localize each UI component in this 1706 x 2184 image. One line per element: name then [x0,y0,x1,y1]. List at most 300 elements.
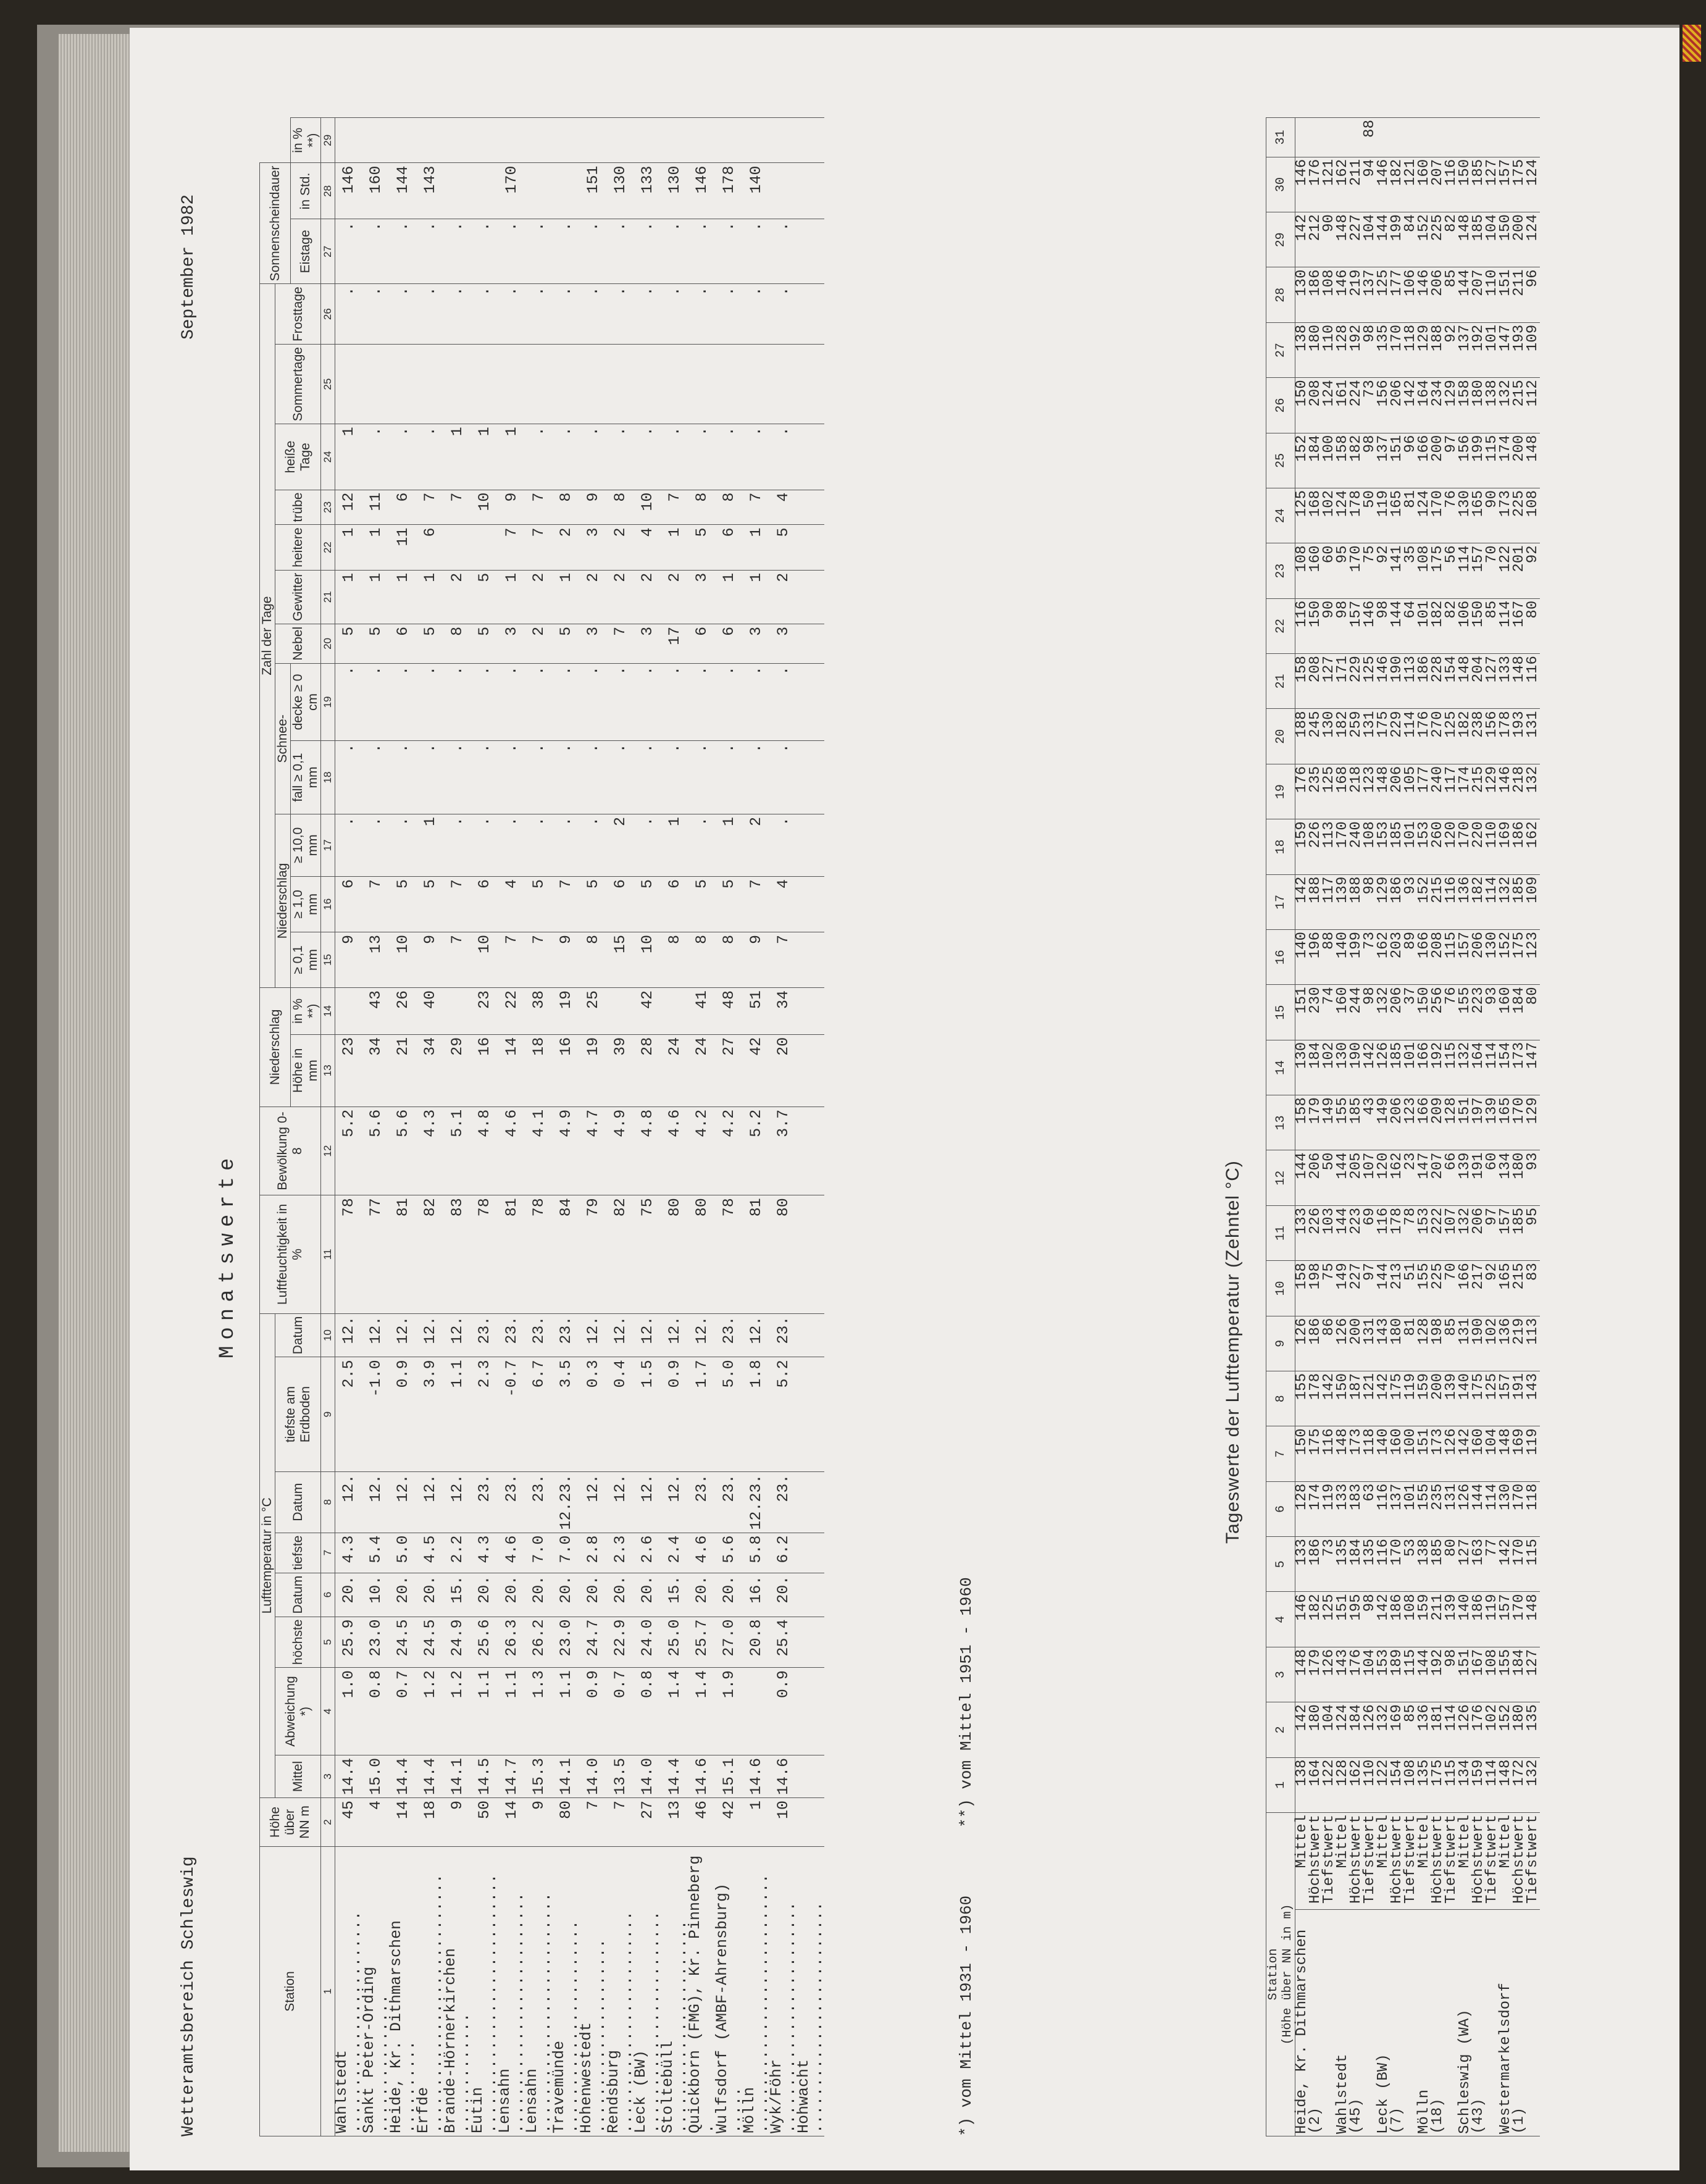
cell-ld: 12. [580,1471,607,1533]
tw-value: 109 [1526,322,1540,377]
cell-ed: 12. [688,1313,716,1357]
cell-fr: . [498,284,525,345]
cell-ei: . [362,219,390,284]
header-right: September 1982 [179,194,198,340]
cell-a: 1.3 [525,1668,553,1755]
cell-n01: 10 [634,932,661,987]
tw-value: 173 [1499,488,1513,543]
tw-value: 105 [1404,764,1418,819]
tw-value: 132 [1499,378,1513,433]
tw-value: 227 [1350,212,1363,267]
cell-fr: . [335,284,363,345]
cell-np [797,987,824,1034]
tw-value: 150 [1309,598,1323,653]
cell-n1: 5 [525,876,553,932]
cell-lo [797,1533,824,1573]
tw-value: 109 [1526,874,1540,929]
cell-name: Wulfsdorf (AMBF-Ahrensburg) ..... [716,1847,743,2136]
tw-value: 180 [1513,1150,1526,1205]
tw-value: 116 [1377,1481,1390,1536]
cell-so [417,345,444,424]
table-row [661,118,688,2136]
cell-m: 14.4 [417,1755,444,1797]
cell-np: 51 [743,987,770,1034]
tw-value: 137 [1363,267,1377,322]
table-row [580,118,607,2136]
cell-name: Quickborn (FMG), Kr. Pinneberg . [688,1847,716,2136]
tw-value: 150 [1336,1371,1350,1426]
tw-value: 161 [1336,378,1350,433]
col-number: 7 [321,1533,335,1573]
cell-tr: 10 [471,490,498,525]
tw-value: 150 [1295,1426,1310,1481]
cell-he: 2 [553,525,580,570]
cell-np: 22 [498,987,525,1034]
cell-fr: . [661,284,688,345]
tw-value: 162 [1390,1150,1404,1205]
cell-np [335,987,363,1034]
cell-ei: . [525,219,553,284]
tw-value: 156 [1486,709,1499,764]
tw-value: 176 [1418,709,1431,764]
cell-ed: 12. [634,1313,661,1357]
cell-hd: 20. [525,1573,553,1617]
tw-value: 223 [1350,1205,1363,1260]
cell-rf: 82 [417,1195,444,1313]
cell-ld: 23. [688,1471,716,1533]
tw-value: 60 [1486,1150,1499,1205]
cell-eb: 2.3 [471,1357,498,1471]
col-number: 20 [321,624,335,663]
tw-col-station [1266,1813,1295,2136]
col-number: 12 [321,1107,335,1195]
cell-bw: 5.2 [335,1107,363,1195]
col-number: 24 [321,424,335,490]
tw-value: 157 [1499,1371,1513,1426]
cell-ne: 6 [716,624,743,663]
tw-value: 208 [1431,930,1445,985]
tw-value: 130 [1486,930,1499,985]
tw-value: 76 [1445,488,1458,543]
group-luft: Lufttemperatur in °C [260,1313,275,1797]
cell-ei: . [471,219,498,284]
page-title: Monatswerte [216,1152,240,1358]
col-number: 28 [321,163,335,219]
cell-lo: 2.3 [607,1533,634,1573]
cell-lo: 7.0 [525,1533,553,1573]
tw-value: 167 [1472,1647,1486,1702]
tw-value: 206 [1390,985,1404,1040]
tw-value: 199 [1390,212,1404,267]
tw-value: 117 [1445,764,1458,819]
cell-hi [797,1617,824,1668]
cell-lo: 4.3 [335,1533,363,1573]
cell-ge: 1 [743,570,770,624]
cell-m: 14.4 [390,1755,417,1797]
cell-m: 14.5 [471,1755,498,1797]
cell-ge: 1 [553,570,580,624]
table-row [770,118,797,2136]
cell-lo: 7.0 [553,1533,580,1573]
cell-fr: . [525,284,553,345]
tw-value: 159 [1472,1757,1486,1812]
cell-h: 1 [743,1798,770,1847]
cell-hd: 20. [335,1573,363,1617]
tw-value: 104 [1323,1702,1336,1757]
cell-so [390,345,417,424]
tw-value: 140 [1295,930,1310,985]
tw-value: 104 [1486,1426,1499,1481]
cell-sd: . [743,663,770,740]
cell-he: 5 [688,525,716,570]
tw-value: 149 [1377,1095,1390,1150]
tw-value: 136 [1418,1702,1431,1757]
tw-value: 159 [1295,819,1310,874]
cell-ei: . [770,219,797,284]
tw-value: 125 [1377,267,1390,322]
tw-value: 127 [1486,157,1499,212]
col-number: 10 [321,1313,335,1357]
tw-value: 137 [1377,433,1390,488]
cell-ei: . [390,219,417,284]
cell-hi: 27.0 [716,1617,743,1668]
cell-lo: 2.8 [580,1533,607,1573]
cell-sf: . [362,741,390,814]
cell-ss: 146 [335,163,363,219]
cell-ne: 3 [580,624,607,663]
cell-fr: . [743,284,770,345]
cell-m: 14.6 [743,1755,770,1797]
tw-value: 121 [1404,157,1418,212]
cell-sp [417,118,444,163]
tw-day-header: 14 [1266,1040,1295,1095]
tw-value: 148 [1336,212,1350,267]
tw-value: 149 [1336,1261,1350,1316]
cell-name: Eutin ............................ [471,1847,498,2136]
cell-a: 1.2 [444,1668,471,1755]
tageswerte-title: Tageswerte der Lufttemperatur (Zehntel °C) [1223,1160,1243,1544]
tw-value: 126 [1336,1316,1350,1371]
tw-value: 97 [1363,1261,1377,1316]
cell-tr: 9 [580,490,607,525]
cell-so [525,345,553,424]
tw-value: 184 [1513,985,1526,1040]
tw-value: 112 [1526,378,1540,433]
cell-bw: 4.9 [607,1107,634,1195]
tw-value: 260 [1431,819,1445,874]
cell-sd: . [444,663,471,740]
cell-hs: 1 [498,424,525,490]
tw-value: 80 [1526,598,1540,653]
tw-value: 131 [1458,1316,1472,1371]
cell-np: 40 [417,987,444,1034]
tw-value: 184 [1309,1040,1323,1095]
cell-a: 0.7 [607,1668,634,1755]
tw-day-header: 27 [1266,322,1295,377]
cell-n10: 1 [661,814,688,876]
tw-value: 190 [1472,1316,1486,1371]
cell-name: Mölln ............................ [743,1847,770,2136]
cell-np: 19 [553,987,580,1034]
cell-n10: . [553,814,580,876]
cell-m: 15.0 [362,1755,390,1797]
tw-day-header: 19 [1266,764,1295,819]
cell-ei: . [580,219,607,284]
tw-value: 175 [1309,1426,1323,1481]
tw-value: 166 [1418,433,1431,488]
tw-value: 160 [1472,1426,1486,1481]
col-heisse-tage: heiße Tage [275,424,321,490]
col-heitere: heitere [275,525,321,570]
table-row [417,118,444,2136]
cell-eb: -0.7 [498,1357,525,1471]
cell-m: 14.0 [634,1755,661,1797]
tw-value: 152 [1418,874,1431,929]
col-number: 2 [321,1798,335,1847]
cell-nh: 16 [471,1034,498,1107]
group-sonne: Sonnenscheindauer [260,163,291,284]
tw-day-header: 28 [1266,267,1295,322]
cell-sp [634,118,661,163]
cell-bw: 3.7 [770,1107,797,1195]
tw-value: 128 [1295,1481,1310,1536]
cell-bw: 4.9 [553,1107,580,1195]
tw-value: 184 [1350,1537,1363,1592]
tw-value: 126 [1323,1647,1336,1702]
cell-sf: . [607,741,634,814]
cell-tr: 4 [770,490,797,525]
tw-value: 156 [1377,378,1390,433]
cell-ge: 1 [362,570,390,624]
cell-tr: 7 [525,490,553,525]
tw-value: 207 [1431,157,1445,212]
tw-value: 116 [1295,598,1310,653]
tw-value: 101 [1404,819,1418,874]
tw-value: 98 [1363,874,1377,929]
tw-value: 126 [1458,1702,1472,1757]
tw-value: 151 [1458,1095,1472,1150]
col-number: 22 [321,525,335,570]
cell-nh: 24 [661,1034,688,1107]
tw-value: 177 [1390,267,1404,322]
tw-value: 219 [1513,1316,1526,1371]
cell-h: 10 [770,1798,797,1847]
tw-value: 66 [1445,1150,1458,1205]
cell-hd: 20. [634,1573,661,1617]
cell-rf: 80 [688,1195,716,1313]
cell-ei: . [688,219,716,284]
monatswerte-table [259,117,824,2136]
tw-value: 101 [1486,322,1499,377]
tw-value: 175 [1431,1757,1445,1812]
cell-name: Hohenwestedt ..................... [580,1847,607,2136]
cell-tr: 7 [444,490,471,525]
cell-ss: 151 [580,163,607,219]
tw-value: 148 [1526,1592,1540,1647]
tw-value: 160 [1390,1426,1404,1481]
tw-value: 120 [1377,1150,1390,1205]
tw-value: 215 [1513,1261,1526,1316]
tw-station: (45) [1350,1910,1363,2136]
tw-value: 100 [1404,1426,1418,1481]
cell-h: 45 [335,1798,363,1847]
tw-day-header: 5 [1266,1537,1295,1592]
cell-nh: 18 [525,1034,553,1107]
tw-day-header: 9 [1266,1316,1295,1371]
tw-value: 74 [1323,985,1336,1040]
tw-value: 206 [1390,378,1404,433]
cell-sf: . [716,741,743,814]
tw-value: 144 [1458,267,1472,322]
cell-ge: 5 [471,570,498,624]
cell-hs: . [770,424,797,490]
tw-day-header: 29 [1266,212,1295,267]
tw-value: 146 [1377,654,1390,709]
tw-value: 131 [1363,1316,1377,1371]
cell-ge: 2 [770,570,797,624]
tw-value: 212 [1309,212,1323,267]
cell-ei [797,219,824,284]
cell-bw: 4.8 [471,1107,498,1195]
tw-value: 153 [1418,1205,1431,1260]
tw-value: 138 [1486,378,1499,433]
col-number: 1 [321,1847,335,2136]
col-n01: ≥ 0,1 mm [291,932,321,987]
cell-sp [471,118,498,163]
tw-value: 128 [1418,1316,1431,1371]
tw-value: 138 [1295,322,1310,377]
tw-day-header: 10 [1266,1261,1295,1316]
cell-n1: 5 [688,876,716,932]
cell-n01: 9 [553,932,580,987]
cell-he [471,525,498,570]
table-row [444,118,471,2136]
tw-value: 256 [1431,985,1445,1040]
tw-value: 169 [1499,819,1513,874]
cell-sd: . [335,663,363,740]
tw-value: 123 [1363,764,1377,819]
cell-ne: 5 [362,624,390,663]
cell-ge: 1 [390,570,417,624]
tw-value: 114 [1486,1757,1499,1812]
tw-value: 101 [1404,1040,1418,1095]
cell-ei: . [444,219,471,284]
tw-value: 81 [1404,488,1418,543]
tw-value: 200 [1513,212,1526,267]
tw-value: 108 [1404,1592,1418,1647]
cell-bw: 4.2 [716,1107,743,1195]
cell-eb [797,1357,824,1471]
tw-station [1526,1910,1540,2136]
tw-value: 155 [1418,1481,1431,1536]
cell-ld: 12. [607,1471,634,1533]
tw-value: 114 [1486,1040,1499,1095]
cell-a [743,1668,770,1755]
cell-n1 [797,876,824,932]
cell-fr: . [770,284,797,345]
cell-name: Travemünde ....................... [553,1847,580,2136]
tw-value: 168 [1336,764,1350,819]
tw-value: 115 [1526,1537,1540,1592]
tw-value: 175 [1472,1371,1486,1426]
cell-n1: 4 [770,876,797,932]
tw-value: 181 [1431,1702,1445,1757]
cell-tr: 7 [417,490,444,525]
cell-m: 15.1 [716,1755,743,1797]
tw-value: 143 [1377,1316,1390,1371]
col-frosttage: Frosttage [275,284,321,345]
tw-value: 51 [1404,1261,1418,1316]
tw-value: 122 [1323,1757,1336,1812]
cell-name: Wyk/Föhr ......................... [770,1847,797,2136]
cell-hs: . [634,424,661,490]
tw-value: 158 [1295,1261,1310,1316]
cell-nh: 34 [417,1034,444,1107]
tw-value: 77 [1486,1537,1499,1592]
cell-hs: 1 [444,424,471,490]
tw-value: 133 [1295,1537,1310,1592]
cell-ss: 133 [634,163,661,219]
tw-value: 188 [1309,874,1323,929]
tw-value: 175 [1390,1371,1404,1426]
cell-sp [688,118,716,163]
tw-value: 53 [1404,1537,1418,1592]
col-number: 14 [321,987,335,1034]
tw-value: 180 [1390,1316,1404,1371]
cell-nh: 23 [335,1034,363,1107]
cell-np: 23 [471,987,498,1034]
tw-value: 154 [1499,1040,1513,1095]
cell-ge: 2 [607,570,634,624]
tw-value: 186 [1513,819,1526,874]
tw-value: 126 [1363,1702,1377,1757]
tw-value [1445,118,1458,157]
cell-hd: 10. [362,1573,390,1617]
tw-value: 178 [1499,709,1513,764]
cell-he: 1 [362,525,390,570]
tw-value: 142 [1363,1040,1377,1095]
tw-value: 132 [1377,1702,1390,1757]
tw-value: 75 [1323,1261,1336,1316]
tw-value: 115 [1404,1647,1418,1702]
cell-sd: . [525,663,553,740]
tw-value: 182 [1336,709,1350,764]
tw-value: 85 [1404,1702,1418,1757]
cell-n10: 2 [743,814,770,876]
cell-sf: . [661,741,688,814]
tw-value: 129 [1377,874,1390,929]
cell-n10: . [335,814,363,876]
tw-value: 125 [1323,764,1336,819]
tw-value: 139 [1486,1095,1499,1150]
cell-hd: 15. [661,1573,688,1617]
tw-value: 139 [1445,1371,1458,1426]
tw-value: 192 [1431,1040,1445,1095]
tw-value: 133 [1499,654,1513,709]
header-left: Wetteramtsbereich Schleswig [179,1856,198,2136]
cell-he: 1 [661,525,688,570]
cell-ne [797,624,824,663]
cell-rf: 79 [580,1195,607,1313]
cell-a: 1.1 [498,1668,525,1755]
tw-value [1336,118,1350,157]
tw-value: 180 [1513,1702,1526,1757]
cell-ei: . [716,219,743,284]
tw-value: 146 [1363,598,1377,653]
cell-sp [770,118,797,163]
cell-h: 27 [634,1798,661,1847]
tw-station: Leck (BW) [1377,1910,1390,2136]
